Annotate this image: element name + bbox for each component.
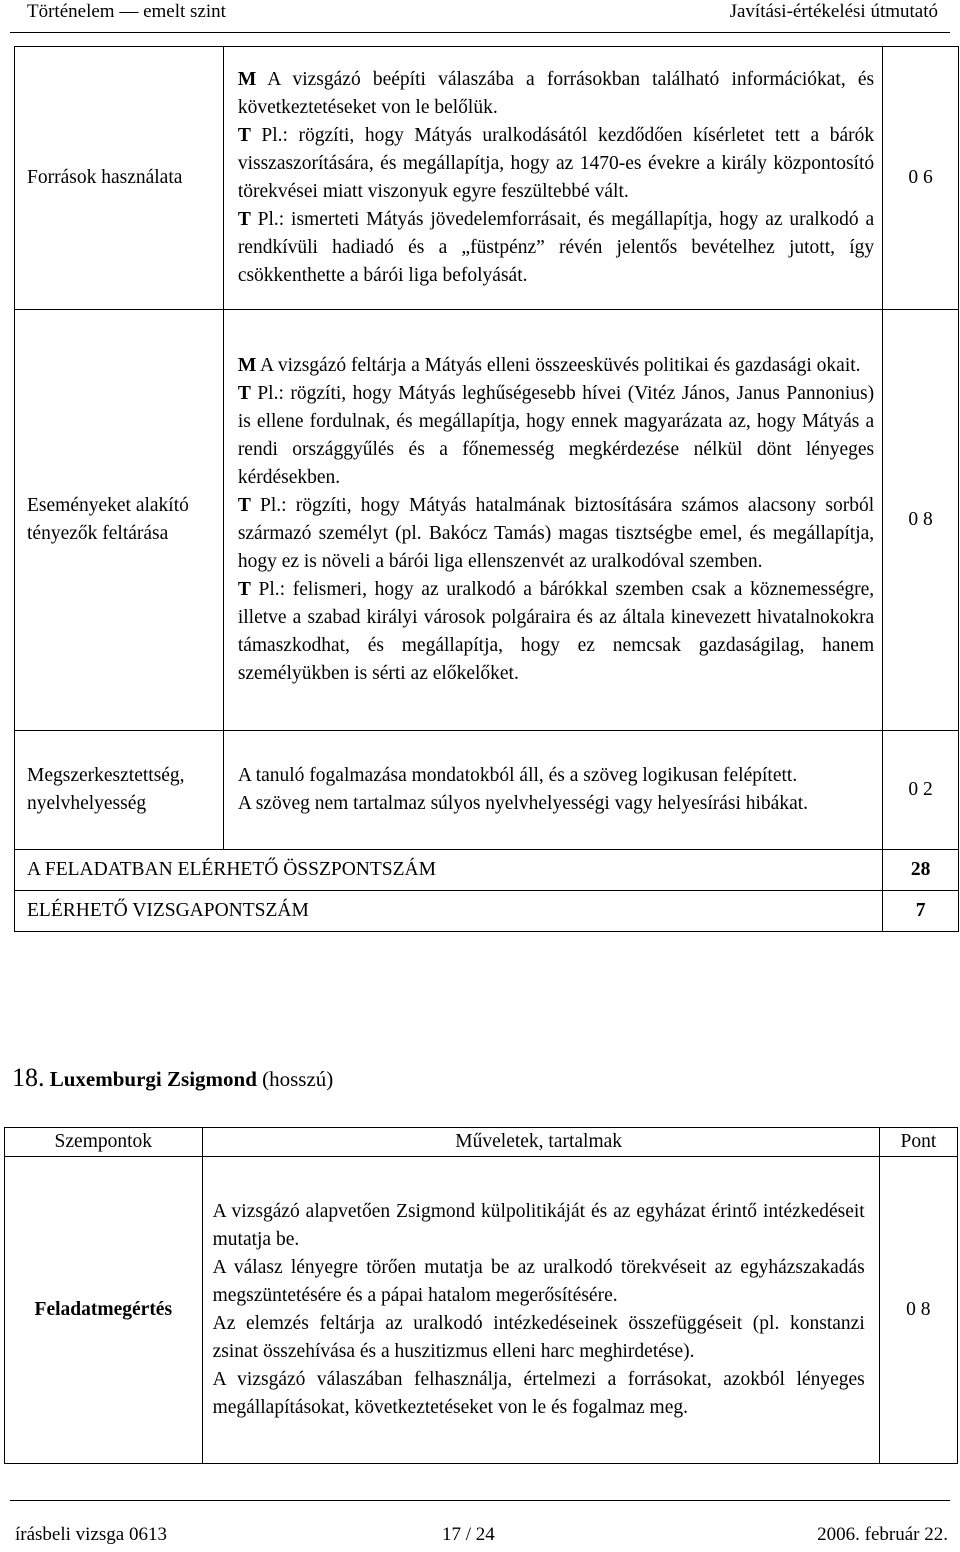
content-item: T Pl.: rögzíti, hogy Mátyás leghűségesebb hívei (Vitéz János, Janus Pannonius) is ellene fordulnak, és megállapítja, hogy ennek magyarázata az, hogy Mátyás a rendi országgyűlés és a főnemesség megkérdezése nélkül dönt lényeges kérdésekben. [237, 383, 875, 488]
table-row [15, 731, 959, 850]
criterion-cell: Feladatmegértés [5, 1157, 203, 1464]
content-item: T Pl.: ismerteti Mátyás jövedelemforrásait, és megállapítja, hogy az uralkodó a rendkívüli hadiadó és a „füstpénz” révén jelentős bevételhez jutott, így csökkenthette a bárói liga befolyását. [237, 209, 875, 286]
exam-total-value: 7 [883, 891, 959, 932]
points-cell: 0 8 [883, 310, 959, 731]
scoring-table-sigismund [4, 1127, 958, 1464]
section-number: 18. [12, 1063, 45, 1092]
header-doc-title: Javítási-értékelési útmutató [729, 1, 938, 22]
footer-date: 2006. február 22. [817, 1524, 948, 1545]
table-row [15, 310, 959, 731]
content-item: A tanuló fogalmazása mondatokból áll, és a szöveg logikusan felépített. [237, 765, 798, 786]
criterion-cell: Eseményeket alakító tényezők feltárása [15, 310, 224, 731]
points-cell: 0 2 [883, 731, 959, 850]
footer-page-number: 17 / 24 [442, 1524, 495, 1545]
content-cell [223, 310, 882, 731]
scoring-table-mathias [14, 46, 959, 932]
content-item: Az elemzés feltárja az uralkodó intézkedéseinek összefüggéseit (pl. konstanzi zsinat összehívása és a huszitizmus elleni harc meghirdetése). [212, 1313, 865, 1362]
points-cell: 0 8 [879, 1157, 957, 1464]
content-item: A válasz lényegre törően mutatja be az uralkodó törekvéseit az egyházszakadás megszüntetésére és a pápai hatalom megerősítésére. [212, 1257, 865, 1306]
page-header [10, 0, 950, 33]
column-header: Szempontok [5, 1128, 203, 1157]
points-cell: 0 6 [883, 47, 959, 310]
column-header: Pont [879, 1128, 957, 1157]
content-item: T Pl.: rögzíti, hogy Mátyás hatalmának biztosítására számos alacsony sorból származó személyt (pl. Bakócz Tamás) magas tisztségbe emel, és megállapítja, hogy ez is növeli a bárói liga ellenszenvét az uralkodóval szemben. [237, 495, 875, 572]
column-header: Műveletek, tartalmak [202, 1128, 879, 1157]
section-title: Luxemburgi Zsigmond [49, 1067, 257, 1091]
page-footer [10, 1500, 950, 1552]
total-value: 28 [883, 850, 959, 891]
criterion-cell: Megszerkesztettség, nyelvhelyesség [15, 731, 224, 850]
content-item: T Pl.: felismeri, hogy az uralkodó a bárókkal szemben csak a köznemességre, illetve a szabad királyi városok polgáraira és az általa kinevezett hivatalnokokra támaszkodhat, és megállapítja, hogy ez nemcsak gazdaságilag, hanem személyükben is sérti az előkelőket. [237, 579, 875, 684]
header-subject: Történelem — emelt szint [27, 1, 226, 22]
content-item: A vizsgázó válaszában felhasználja, értelmezi a forrásokat, azokból lényeges megállapításokat, következtetéseket von le és fogalmaz meg. [212, 1369, 865, 1418]
section-suffix: (hosszú) [262, 1067, 334, 1091]
table-row [5, 1157, 958, 1464]
footer-exam-code: írásbeli vizsga 0613 [15, 1524, 167, 1545]
exam-total-label: ELÉRHETŐ VIZSGAPONTSZÁM [15, 891, 883, 932]
table-header-row [5, 1128, 958, 1157]
total-label: A FELADATBAN ELÉRHETŐ ÖSSZPONTSZÁM [15, 850, 883, 891]
content-cell [223, 731, 882, 850]
section-heading [12, 1064, 333, 1093]
content-item: T Pl.: rögzíti, hogy Mátyás uralkodásától kezdődően kísérletet tett a bárók visszaszorítására, és megállapítja, hogy az 1470-es évekre a király központosító törekvései miatt viszonyuk egyre feszültebbé vált. [237, 125, 875, 202]
content-item: M A vizsgázó feltárja a Mátyás elleni összeesküvés politikai és gazdasági okait. [237, 355, 861, 376]
total-row [15, 850, 959, 891]
content-item: A vizsgázó alapvetően Zsigmond külpolitikáját és az egyházat érintő intézkedéseit mutatja be. [212, 1201, 865, 1250]
criterion-cell: Források használata [15, 47, 224, 310]
exam-total-row [15, 891, 959, 932]
table-row [15, 47, 959, 310]
content-cell [202, 1157, 879, 1464]
content-item: A szöveg nem tartalmaz súlyos nyelvhelyességi vagy helyesírási hibákat. [237, 793, 809, 814]
content-cell [223, 47, 882, 310]
content-item: M A vizsgázó beépíti válaszába a forrásokban található információkat, és következtetéseket von le belőlük. [237, 69, 875, 118]
